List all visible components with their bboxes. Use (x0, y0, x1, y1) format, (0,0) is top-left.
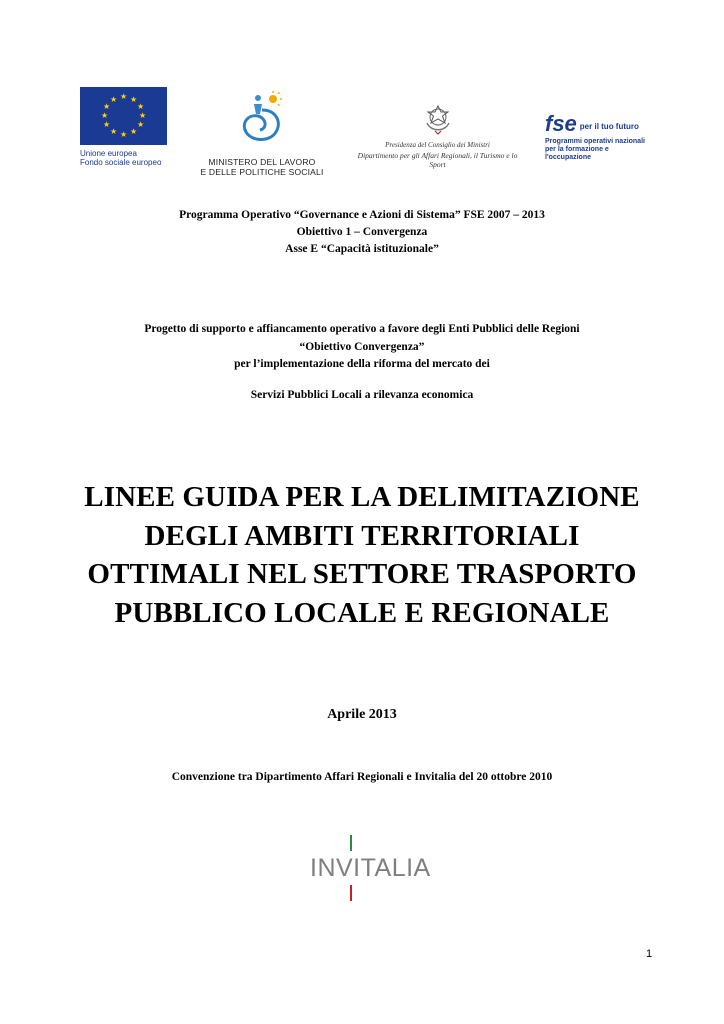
title-line1: LINEE GUIDA PER LA DELIMITAZIONE (84, 481, 640, 513)
invitalia-logo (300, 835, 430, 905)
italian-emblem-icon (423, 103, 453, 135)
document-title (0, 478, 724, 632)
title-line4: PUBBLICO LOCALE E REGIONALE (114, 596, 610, 629)
fse-mark: fse (545, 111, 577, 136)
document-date: Aprile 2013 (327, 707, 397, 722)
project-block (0, 321, 724, 374)
ministry-logo (198, 90, 326, 177)
eu-logo (80, 87, 168, 167)
eu-logo-line2: Fondo sociale europeo (80, 158, 162, 167)
presidenza-line2: Dipartimento per gli Affari Regionali, il Turismo e lo Sport (357, 151, 518, 169)
fse-logo (545, 113, 653, 162)
project-line4: Servizi Pubblici Locali a rilevanza economica (250, 389, 474, 401)
eu-flag-icon: ★ ★ ★ ★ ★ ★ ★ ★ ★ ★ ★ ★ (80, 87, 167, 145)
eu-logo-line1: Unione europea (80, 149, 137, 158)
invitalia-wordmark: INVITALIA (310, 854, 431, 882)
presidenza-logo (355, 103, 520, 169)
programme-line3: Asse E “Capacità istituzionale” (285, 243, 439, 255)
invitalia-red-bar (350, 885, 352, 901)
logo-bar (0, 0, 724, 180)
project-line3: per l’implementazione della riforma del mercato dei (234, 358, 490, 370)
fse-line1: Programmi operativi nazionali (545, 138, 645, 145)
invitalia-green-bar (350, 835, 352, 851)
ministry-spiral-icon (232, 90, 292, 150)
programme-line1: Programma Operativo “Governance e Azioni di Sistema” FSE 2007 – 2013 (179, 209, 545, 221)
convention-line: Convenzione tra Dipartimento Affari Regionali e Invitalia del 20 ottobre 2010 (171, 771, 553, 783)
ministry-line1: MINISTERO DEL LAVORO (208, 157, 316, 167)
programme-block (0, 207, 724, 258)
page-number: 1 (646, 948, 653, 960)
presidenza-line1: Presidenza del Consiglio dei Ministri (385, 141, 490, 149)
title-line3: OTTIMALI NEL SETTORE TRASPORTO (87, 558, 637, 590)
services-line (0, 387, 724, 404)
project-line1: Progetto di supporto e affiancamento operativo a favore degli Enti Pubblici delle Regioni (144, 323, 580, 335)
project-line2: “Obiettivo Convergenza” (299, 340, 425, 353)
title-line2: DEGLI AMBITI TERRITORIALI (144, 519, 580, 552)
fse-line2: per la formazione e l'occupazione (545, 146, 609, 161)
programme-line2: Obiettivo 1 – Convergenza (296, 226, 428, 238)
ministry-line2: E DELLE POLITICHE SOCIALI (200, 167, 324, 177)
fse-tagline: per il tuo futuro (579, 122, 639, 131)
